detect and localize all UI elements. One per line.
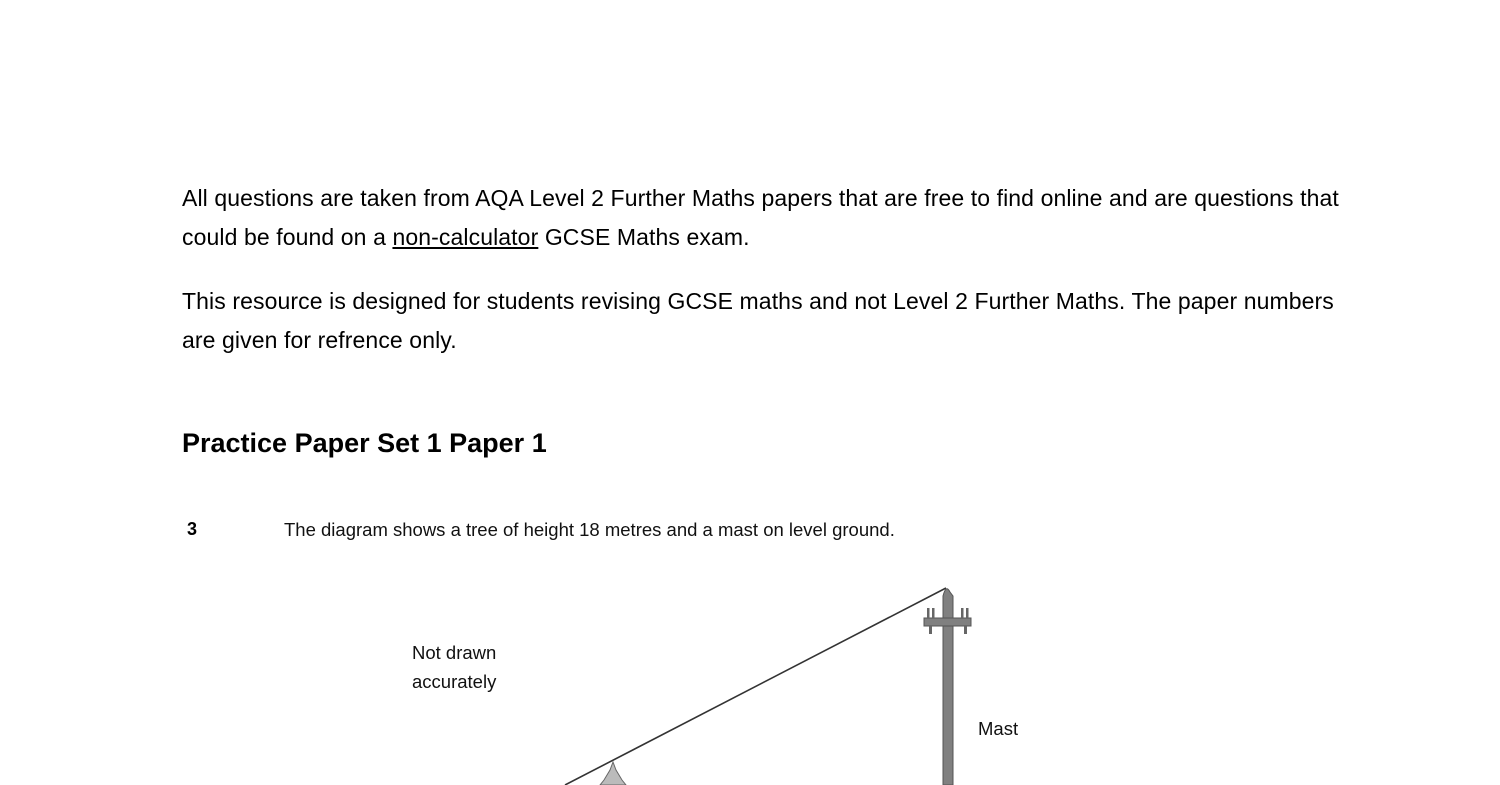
question-number: 3 — [187, 519, 198, 539]
intro-paragraph-1 — [182, 179, 1342, 257]
mast-icon — [924, 589, 971, 785]
underlined-term: non-calculator — [392, 224, 539, 250]
note-line-1: Not drawn — [412, 642, 497, 663]
note-line-2: accurately — [412, 671, 497, 692]
not-drawn-accurately-note — [412, 638, 496, 696]
intro-paragraph-2: This resource is designed for students revising GCSE maths and not Level 2 Further Maths. The paper numbers are given for refrence only. — [182, 288, 1334, 353]
mast-label: Mast — [978, 718, 1019, 739]
section-heading: Practice Paper Set 1 Paper 1 — [182, 428, 547, 458]
intro-text-end: GCSE Maths exam. — [538, 224, 750, 250]
intro-text: All questions are taken from AQA Level 2 Further Maths papers that are free to find online and are questions that could be found on a — [182, 185, 1339, 250]
question-text: The diagram shows a tree of height 18 metres and a mast on level ground. — [284, 519, 895, 540]
sight-line — [565, 588, 946, 785]
tree-icon — [600, 762, 626, 785]
